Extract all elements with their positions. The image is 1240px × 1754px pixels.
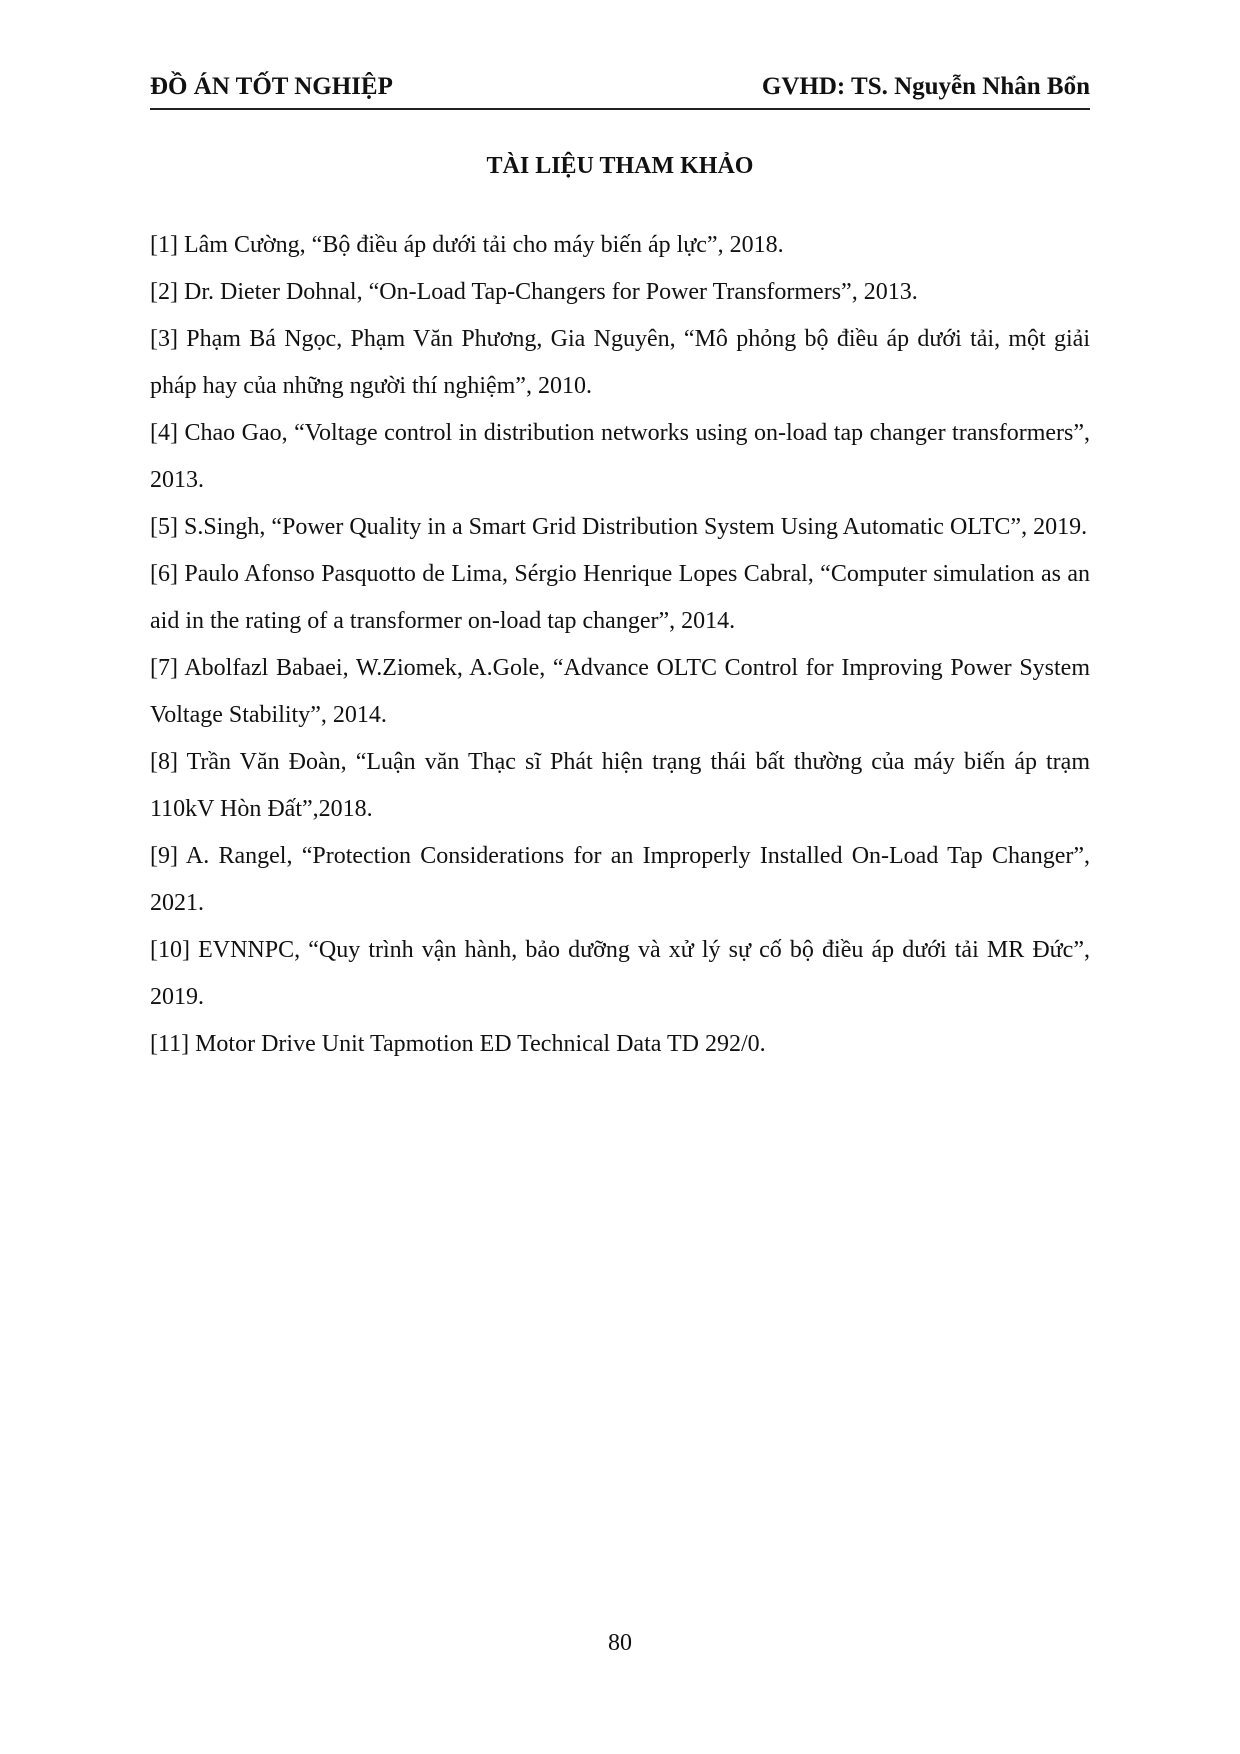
reference-item: [9] A. Rangel, “Protection Considerations for an Improperly Installed On-Load Tap Changer”, 2021. [150,843,1090,916]
reference-item: [3] Phạm Bá Ngọc, Phạm Văn Phương, Gia Nguyên, “Mô phỏng bộ điều áp dưới tải, một giải pháp hay của những người thí nghiệm”, 2010. [150,326,1090,399]
reference-item: [4] Chao Gao, “Voltage control in distribution networks using on-load tap changer transformers”, 2013. [150,420,1090,493]
page-title: TÀI LIỆU THAM KHẢO [486,153,754,179]
header-document-type: ĐỒ ÁN TỐT NGHIỆP [150,73,393,100]
reference-item: [1] Lâm Cường, “Bộ điều áp dưới tải cho máy biến áp lực”, 2018. [150,232,784,258]
reference-item: [7] Abolfazl Babaei, W.Ziomek, A.Gole, “Advance OLTC Control for Improving Power System Voltage Stability”, 2014. [150,655,1090,728]
page-number: 80 [608,1630,632,1656]
reference-item: [10] EVNNPC, “Quy trình vận hành, bảo dưỡng và xử lý sự cố bộ điều áp dưới tải MR Đức”, 2019. [150,937,1090,1010]
reference-item: [6] Paulo Afonso Pasquotto de Lima, Sérgio Henrique Lopes Cabral, “Computer simulation as an aid in the rating of a transformer on-load tap changer”, 2014. [150,561,1090,634]
page-header [150,72,1090,110]
reference-item: [5] S.Singh, “Power Quality in a Smart Grid Distribution System Using Automatic OLTC”, 2019. [150,514,1088,540]
reference-item: [8] Trần Văn Đoàn, “Luận văn Thạc sĩ Phát hiện trạng thái bất thường của máy biến áp trạm 110kV Hòn Đất”,2018. [150,749,1090,822]
reference-item: [11] Motor Drive Unit Tapmotion ED Technical Data TD 292/0. [150,1031,766,1057]
header-advisor: GVHD: TS. Nguyễn Nhân Bổn [761,73,1090,100]
reference-list [150,222,1090,1068]
reference-item: [2] Dr. Dieter Dohnal, “On-Load Tap-Changers for Power Transformers”, 2013. [150,279,918,305]
